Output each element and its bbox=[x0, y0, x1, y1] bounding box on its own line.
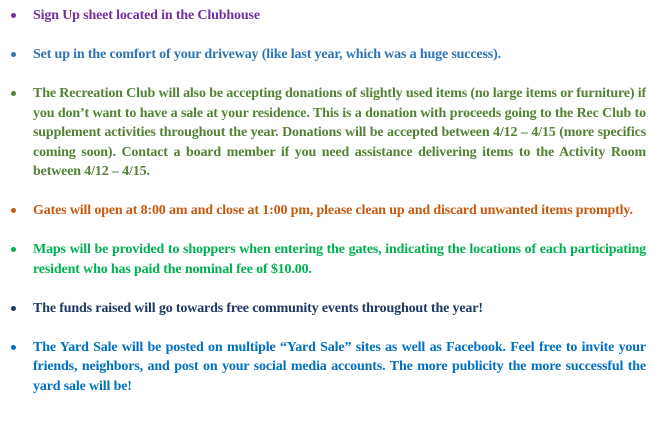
item-text: The Recreation Club will also be accepting donations of slightly used items (no large items or furniture) if you don’t want to have a sale at your residence. This is a donation with proceeds going to the Rec Club to supplement activities throughout the year. Donations will be accepted between 4/12 – 4/15 (more specifics coming soon). Contact a board member if you need assistance delivering items to the Activity Room between 4/12 – 4/15. bbox=[33, 86, 646, 179]
item-text: The Yard Sale will be posted on multiple “Yard Sale” sites as well as Facebook. Feel free to invite your friends, neighbors, and post on your social media accounts. The more publicity the more successful the yard sale will be! bbox=[33, 339, 646, 394]
bullet-icon bbox=[11, 345, 16, 350]
bullet-icon bbox=[11, 13, 16, 18]
bullet-item-funds bbox=[10, 299, 646, 319]
bullet-icon bbox=[11, 247, 16, 252]
item-text: Gates will open at 8:00 am and close at 1:00 pm, please clean up and discard unwanted items promptly. bbox=[33, 203, 633, 218]
bullet-icon bbox=[11, 306, 16, 311]
item-text: The funds raised will go towards free community events throughout the year! bbox=[33, 300, 483, 316]
bullet-item-donations bbox=[10, 84, 646, 182]
bullet-item-gates bbox=[10, 201, 646, 221]
bullet-item-maps bbox=[10, 240, 646, 279]
item-text: Maps will be provided to shoppers when entering the gates, indicating the locations of each participating resident who has paid the nominal fee of $10.00. bbox=[33, 242, 646, 277]
bullet-item-publicity bbox=[10, 338, 646, 397]
bullet-item-signup bbox=[10, 6, 646, 26]
bullet-item-driveway bbox=[10, 45, 646, 65]
bullet-icon bbox=[11, 52, 16, 57]
item-text: Set up in the comfort of your driveway (like last year, which was a huge success). bbox=[33, 47, 501, 62]
item-text: Sign Up sheet located in the Clubhouse bbox=[33, 8, 260, 23]
bullet-icon bbox=[11, 208, 16, 213]
bullet-icon bbox=[11, 91, 16, 96]
